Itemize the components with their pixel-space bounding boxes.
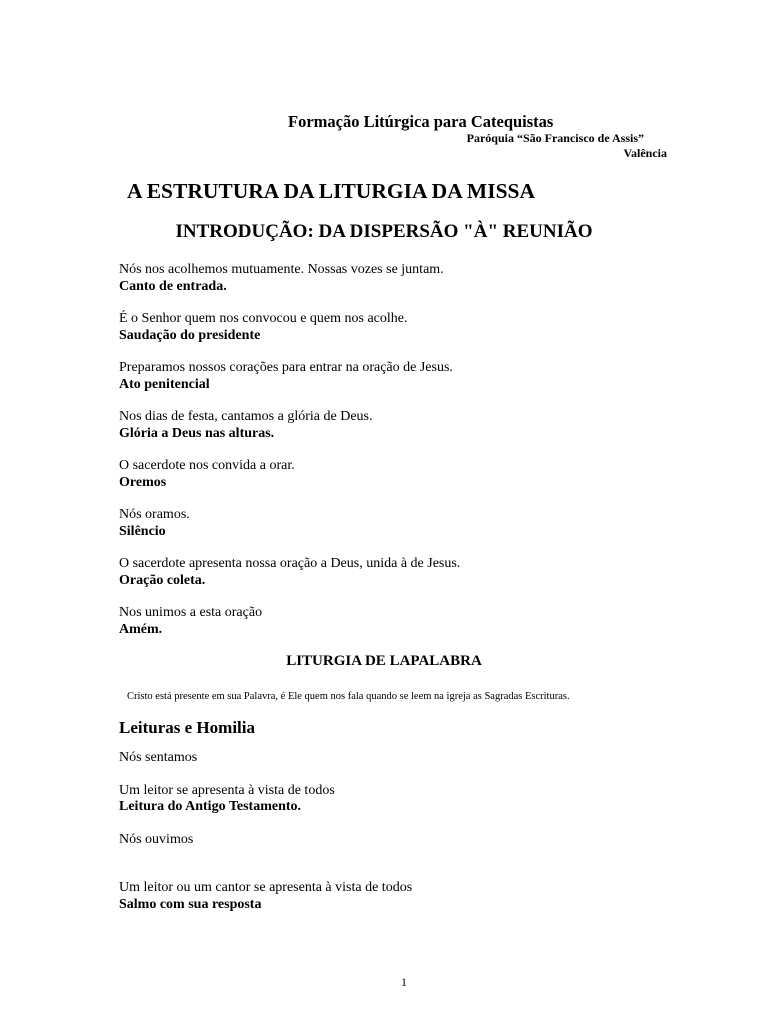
item-label: Leitura do Antigo Testamento.	[119, 799, 302, 814]
introduction-list	[119, 262, 679, 654]
item-label: Amém.	[119, 621, 163, 637]
document-header-parish: Paróquia “São Francisco de Assis”	[466, 131, 644, 145]
item-label: Saudação do presidente	[119, 327, 261, 343]
document-header-title: Formação Litúrgica para Catequistas	[288, 112, 554, 131]
document-header-city: Valência	[623, 146, 667, 160]
item-description: Um leitor ou um cantor se apresenta à vista de todos	[119, 880, 413, 895]
item-label: Ato penitencial	[119, 376, 210, 392]
list-item	[119, 556, 679, 589]
item-label: Silêncio	[119, 523, 166, 539]
list-item	[119, 458, 679, 491]
item-description: Preparamos nossos corações para entrar na oração de Jesus.	[119, 360, 453, 375]
subsection-title: Leituras e Homilia	[119, 718, 255, 737]
section-title-liturgy-of-word	[0, 653, 768, 670]
item-description: Um leitor se apresenta à vista de todos	[119, 782, 335, 798]
list-item	[119, 262, 679, 295]
item-description: Nós sentamos	[119, 750, 198, 765]
item-description: É o Senhor quem nos convocou e quem nos acolhe.	[119, 311, 408, 326]
list-item	[119, 360, 679, 393]
list-item	[119, 750, 679, 767]
item-description: Nos unimos a esta oração	[119, 605, 263, 620]
item-description: O sacerdote nos convida a orar.	[119, 458, 295, 473]
main-title: A ESTRUTURA DA LITURGIA DA MISSA	[127, 179, 536, 203]
list-item	[119, 880, 679, 913]
section-intro: Cristo está presente em sua Palavra, é Ele quem nos fala quando se leem na igreja as Sagradas Escrituras.	[127, 691, 570, 702]
list-item	[119, 311, 679, 344]
item-description: Nós ouvimos	[119, 831, 194, 847]
list-item	[119, 605, 679, 638]
item-description: Nos dias de festa, cantamos a glória de Deus.	[119, 409, 373, 424]
item-label: Oremos	[119, 474, 167, 490]
page-number: 1	[401, 975, 407, 989]
item-label: Canto de entrada.	[119, 278, 227, 294]
section-title-text: LITURGIA DE LAPALABRA	[286, 653, 482, 669]
list-item	[119, 507, 679, 540]
item-label: Salmo com sua resposta	[119, 896, 262, 912]
item-label: Glória a Deus nas alturas.	[119, 425, 275, 441]
item-label: Oração coleta.	[119, 572, 206, 588]
readings-list	[119, 750, 679, 929]
list-item	[119, 409, 679, 442]
list-item	[119, 783, 679, 816]
item-description: Nós oramos.	[119, 507, 190, 522]
item-description: O sacerdote apresenta nossa oração a Deus, unida à de Jesus.	[119, 556, 461, 571]
item-description: Nós nos acolhemos mutuamente. Nossas vozes se juntam.	[119, 262, 444, 277]
section-title-introduction: INTRODUÇÃO: DA DISPERSÃO "À" REUNIÃO	[175, 221, 593, 242]
list-item	[119, 832, 679, 849]
